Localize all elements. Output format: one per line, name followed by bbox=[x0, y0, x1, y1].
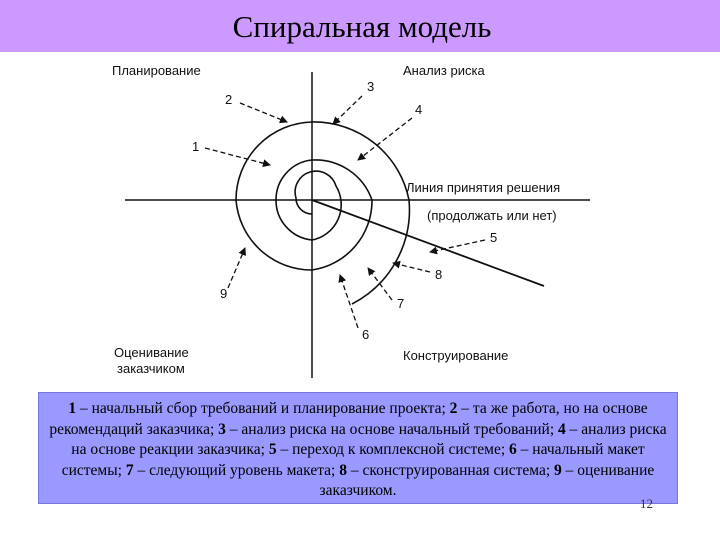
caption-item-number: 3 bbox=[218, 420, 226, 438]
caption-item-text: – следующий уровень макета; bbox=[133, 461, 340, 479]
caption-item-text: – анализ риска на основе начальный требований; bbox=[225, 420, 559, 438]
marker-3: 3 bbox=[367, 79, 375, 94]
caption-item-number: 6 bbox=[509, 441, 517, 458]
spiral-curve bbox=[236, 122, 409, 304]
decision-line-label: Линия принятия решения bbox=[406, 180, 561, 195]
caption-item-number: 8 bbox=[339, 461, 347, 479]
caption-item-text: – начальный макет системы; bbox=[61, 441, 645, 479]
caption-item-number: 7 bbox=[125, 461, 134, 479]
quadrant-construction-label: Конструирование bbox=[403, 348, 509, 363]
caption-item-text: – анализ риска на основе реакции заказчика; bbox=[71, 420, 667, 458]
marker-9: 9 bbox=[220, 286, 228, 301]
slide-title: Спиральная модель bbox=[232, 9, 492, 44]
caption-item-text: – оценивание заказчиком. bbox=[319, 461, 655, 499]
caption-item-number: 2 bbox=[449, 400, 458, 417]
pointer-arrow-1 bbox=[205, 148, 270, 165]
caption-item-number: 4 bbox=[558, 420, 566, 438]
pointer-arrow-8 bbox=[393, 263, 430, 272]
marker-1: 1 bbox=[192, 139, 200, 154]
caption-item-number: 1 bbox=[68, 400, 77, 417]
caption-item-text: – сконструированная система; bbox=[346, 461, 555, 479]
quadrant-customer-evaluation-label-line1: Оценивание bbox=[114, 345, 189, 360]
quadrant-customer-evaluation-label-line2: заказчиком bbox=[117, 361, 185, 376]
caption-item-text: – начальный сбор требований и планирование проекта; bbox=[76, 400, 450, 417]
quadrant-risk-analysis-label: Анализ риска bbox=[403, 63, 485, 78]
caption-item-text: – та же работа, но на основе рекомендаций заказчика; bbox=[49, 400, 648, 438]
page-number: 12 bbox=[640, 496, 653, 511]
marker-7: 7 bbox=[397, 296, 405, 311]
pointer-arrow-2 bbox=[240, 103, 287, 122]
pointer-arrow-3 bbox=[333, 96, 362, 124]
caption-item-number: 9 bbox=[554, 461, 562, 479]
marker-2: 2 bbox=[225, 92, 233, 107]
marker-4: 4 bbox=[415, 102, 423, 117]
quadrant-planning-label: Планирование bbox=[112, 63, 201, 78]
caption-item-text: – переход к комплексной системе; bbox=[276, 441, 510, 458]
marker-8: 8 bbox=[435, 267, 443, 282]
caption-item-number: 5 bbox=[268, 441, 277, 458]
legend-caption bbox=[38, 392, 678, 504]
marker-6: 6 bbox=[362, 327, 370, 342]
marker-5: 5 bbox=[490, 230, 498, 245]
pointer-arrow-9 bbox=[228, 248, 245, 288]
decision-line-sublabel: (продолжать или нет) bbox=[427, 208, 557, 223]
